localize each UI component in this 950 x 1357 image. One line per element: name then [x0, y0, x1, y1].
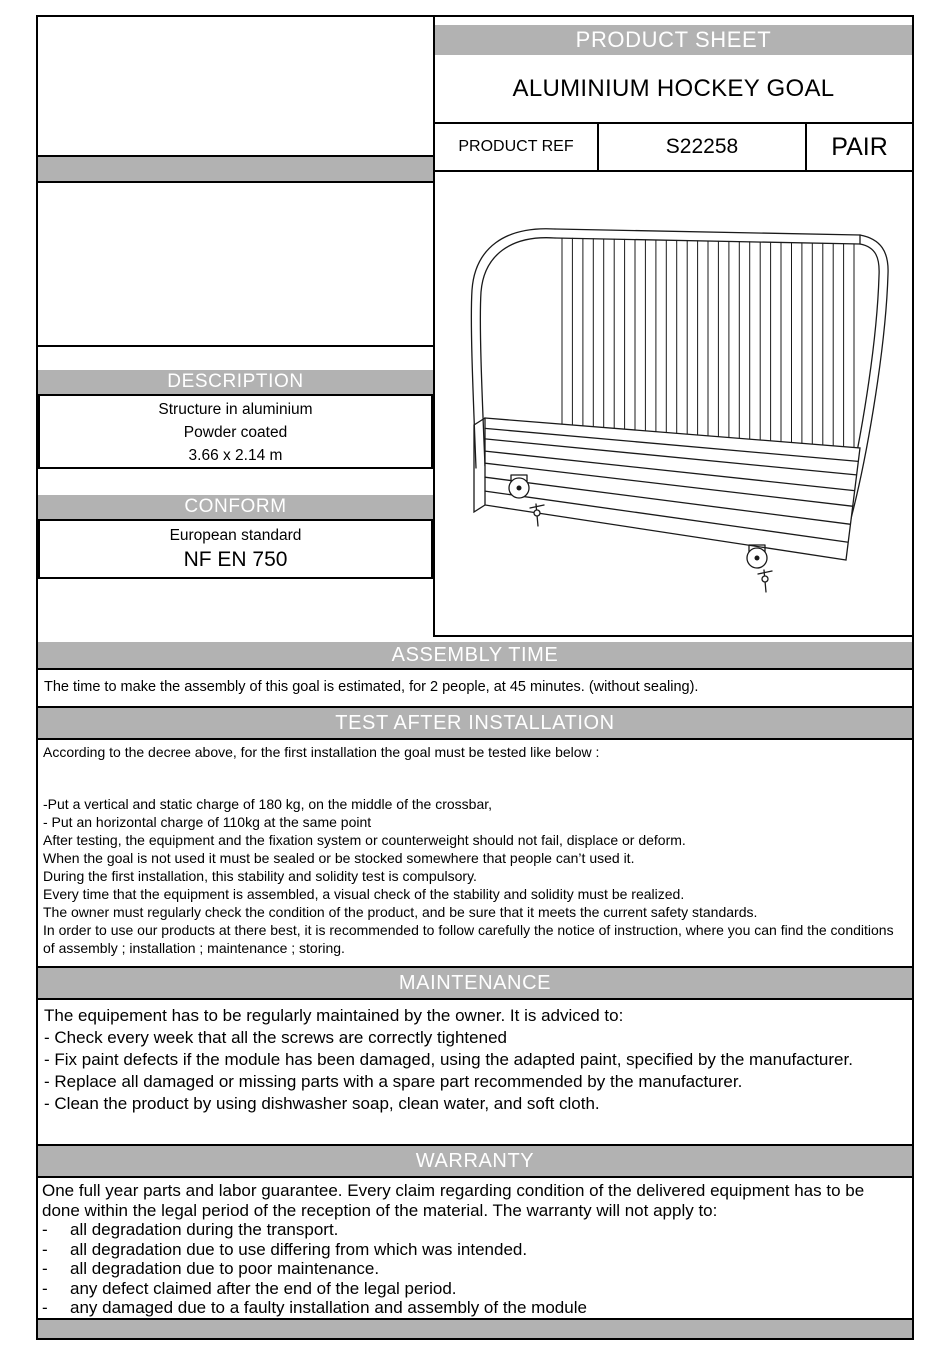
warranty-header-bar	[38, 1146, 912, 1176]
text-line: During the first installation, this stability and solidity test is compulsory.	[43, 868, 477, 884]
blank-spacer	[43, 761, 907, 795]
description-header-bar	[38, 370, 433, 394]
text-line: - Fix paint defects if the module has been damaged, using the adapted paint, specified by the manufacturer.	[44, 1050, 853, 1069]
description-box	[38, 394, 433, 469]
text-line: The owner must regularly check the condition of the product, and be sure that it meets the current safety standards.	[43, 904, 758, 920]
bullet: -	[42, 1239, 48, 1259]
description-header-label: DESCRIPTION	[167, 371, 304, 392]
warranty-item	[42, 1298, 906, 1318]
text-line: - Check every week that all the screws are correctly tightened	[44, 1028, 507, 1047]
assembly-time-text: The time to make the assembly of this goal is estimated, for 2 people, at 45 minutes. (without sealing).	[44, 679, 699, 695]
warranty-item-text: any damaged due to a faulty installation and assembly of the module	[70, 1298, 587, 1317]
product-unit-cell	[807, 124, 912, 170]
conform-header-bar	[38, 495, 433, 519]
goal-net-bars	[562, 238, 854, 459]
text-line: Every time that the equipment is assembled, a visual check of the stability and solidity must be realized.	[43, 886, 685, 902]
logo-placeholder-box	[38, 17, 433, 157]
warranty-item-text: all degradation during the transport.	[70, 1220, 339, 1239]
assembly-time-header-label: ASSEMBLY TIME	[391, 643, 559, 666]
test-box	[38, 738, 912, 968]
description-line: Structure in aluminium	[158, 401, 313, 418]
product-ref-row	[435, 124, 912, 172]
warranty-item-text: all degradation due to use differing from which was intended.	[70, 1239, 528, 1259]
warranty-box	[38, 1176, 912, 1320]
left-empty-box	[38, 181, 433, 347]
product-drawing-box	[435, 172, 912, 637]
product-ref-value: S22258	[665, 135, 739, 158]
text-line: The equipement has to be regularly maintained by the owner. It is adviced to:	[44, 1006, 624, 1025]
left-spacer-bar	[38, 157, 433, 181]
warranty-item-text: all degradation due to poor maintenance.	[70, 1259, 380, 1278]
maintenance-header-label: MAINTENANCE	[398, 971, 552, 994]
text-line: In order to use our products at there best, it is recommended to follow carefully the notice of instruction, where you can find the conditions of assembly ; installation ; maintenance ; storing.	[43, 922, 894, 956]
conform-box	[38, 519, 433, 579]
warranty-item	[42, 1240, 906, 1260]
assembly-time-box	[38, 668, 912, 708]
product-sheet-label: PRODUCT SHEET	[575, 27, 772, 52]
bullet: -	[42, 1298, 48, 1317]
test-header-label: TEST AFTER INSTALLATION	[335, 711, 615, 734]
product-unit: PAIR	[831, 132, 888, 161]
conform-header-label: CONFORM	[184, 496, 287, 517]
warranty-item	[42, 1279, 906, 1299]
hockey-goal-drawing-icon	[435, 172, 912, 635]
warranty-header-label: WARRANTY	[415, 1149, 535, 1172]
text-line: After testing, the equipment and the fixation system or counterweight should not fail, displace or deform.	[43, 832, 686, 848]
text-line: - Put an horizontal charge of 110kg at the same point	[43, 814, 372, 830]
maintenance-header-bar	[38, 968, 912, 998]
product-ref-label-cell	[435, 124, 599, 170]
warranty-intro: One full year parts and labor guarantee. Every claim regarding condition of the delivered equipment has to be done within the legal period of the reception of the material. The warranty will not apply to:	[42, 1181, 865, 1220]
text-line: - Replace all damaged or missing parts with a spare part recommended by the manufacturer.	[44, 1072, 743, 1091]
text-line: According to the decree above, for the first installation the goal must be tested like below :	[43, 744, 600, 760]
text-line: - Clean the product by using dishwasher soap, clean water, and soft cloth.	[44, 1094, 600, 1113]
conform-standard: European standard	[169, 527, 302, 544]
warranty-item	[42, 1259, 906, 1279]
maintenance-box	[38, 998, 912, 1146]
text-line: When the goal is not used it must be sealed or be stocked somewhere that people can’t used it.	[43, 850, 635, 866]
product-sheet-page	[36, 15, 914, 1340]
product-ref-value-cell	[599, 124, 807, 170]
product-title: ALUMINIUM HOCKEY GOAL	[512, 74, 835, 102]
goal-wheel-right	[747, 545, 772, 592]
assembly-time-header-bar	[38, 642, 912, 668]
conform-norm: NF EN 750	[183, 548, 288, 571]
bullet: -	[42, 1259, 48, 1278]
footer-bar	[38, 1320, 912, 1338]
warranty-item-text: any defect claimed after the end of the legal period.	[70, 1278, 457, 1298]
warranty-item	[42, 1220, 906, 1240]
text-line: -Put a vertical and static charge of 180 kg, on the middle of the crossbar,	[43, 796, 493, 812]
product-ref-label: PRODUCT REF	[458, 138, 574, 155]
product-sheet-header-bar	[435, 25, 912, 55]
description-line: 3.66 x 2.14 m	[188, 447, 283, 464]
test-header-bar	[38, 708, 912, 738]
bullet: -	[42, 1220, 48, 1239]
description-line: Powder coated	[183, 424, 288, 441]
bullet: -	[42, 1278, 48, 1298]
product-title-area	[435, 55, 912, 124]
